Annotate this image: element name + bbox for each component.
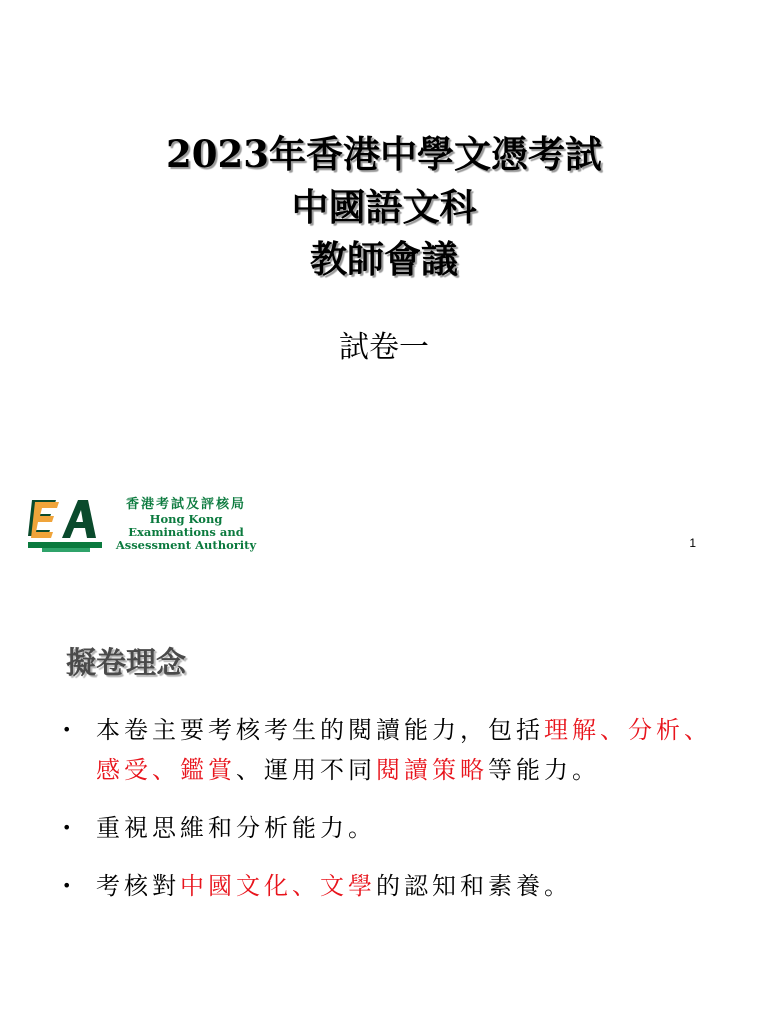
title-line-meeting: 教師會議	[310, 237, 458, 281]
bullet-item	[58, 710, 718, 790]
title-line-year-exam: 2023年香港中學文憑考試	[166, 132, 602, 176]
bullet-text: 等能力。	[488, 756, 600, 784]
hkeaa-logo-text	[106, 496, 266, 552]
hkeaa-emblem-icon	[26, 494, 104, 554]
logo-name-en-line-2: Examinations and	[128, 525, 244, 539]
bullet-highlight: 閱讀策略	[376, 756, 488, 784]
bullet-text: 的認知和素養。	[376, 872, 572, 900]
bullet-dot-icon: •	[62, 876, 72, 895]
bullet-list	[58, 710, 718, 924]
bullet-highlight: 理解、分析、感受、鑑賞	[96, 716, 712, 784]
bullet-highlight: 中國文化、文學	[180, 872, 376, 900]
logo-name-en-line-1: Hong Kong	[149, 512, 223, 526]
bullet-text: 、運用不同	[236, 756, 376, 784]
paper-subtitle: 試卷一	[339, 330, 429, 365]
slide-2	[0, 576, 768, 1024]
logo-name-en-line-3: Assessment Authority	[115, 538, 257, 552]
section-heading: 擬卷理念	[66, 646, 186, 681]
bullet-item	[58, 808, 718, 848]
hkeaa-logo	[26, 494, 266, 558]
bullet-dot-icon: •	[62, 720, 72, 739]
bullet-text: 本卷主要考核考生的閱讀能力，包括	[96, 716, 544, 744]
bullet-text: 重視思維和分析能力。	[96, 814, 376, 842]
bullet-item	[58, 866, 718, 906]
bullet-text: 考核對	[96, 872, 180, 900]
bullet-dot-icon: •	[62, 818, 72, 837]
title-line-subject: 中國語文科	[291, 185, 477, 229]
page-number: 1	[689, 536, 696, 550]
logo-name-chinese: 香港考試及評核局	[125, 497, 246, 512]
